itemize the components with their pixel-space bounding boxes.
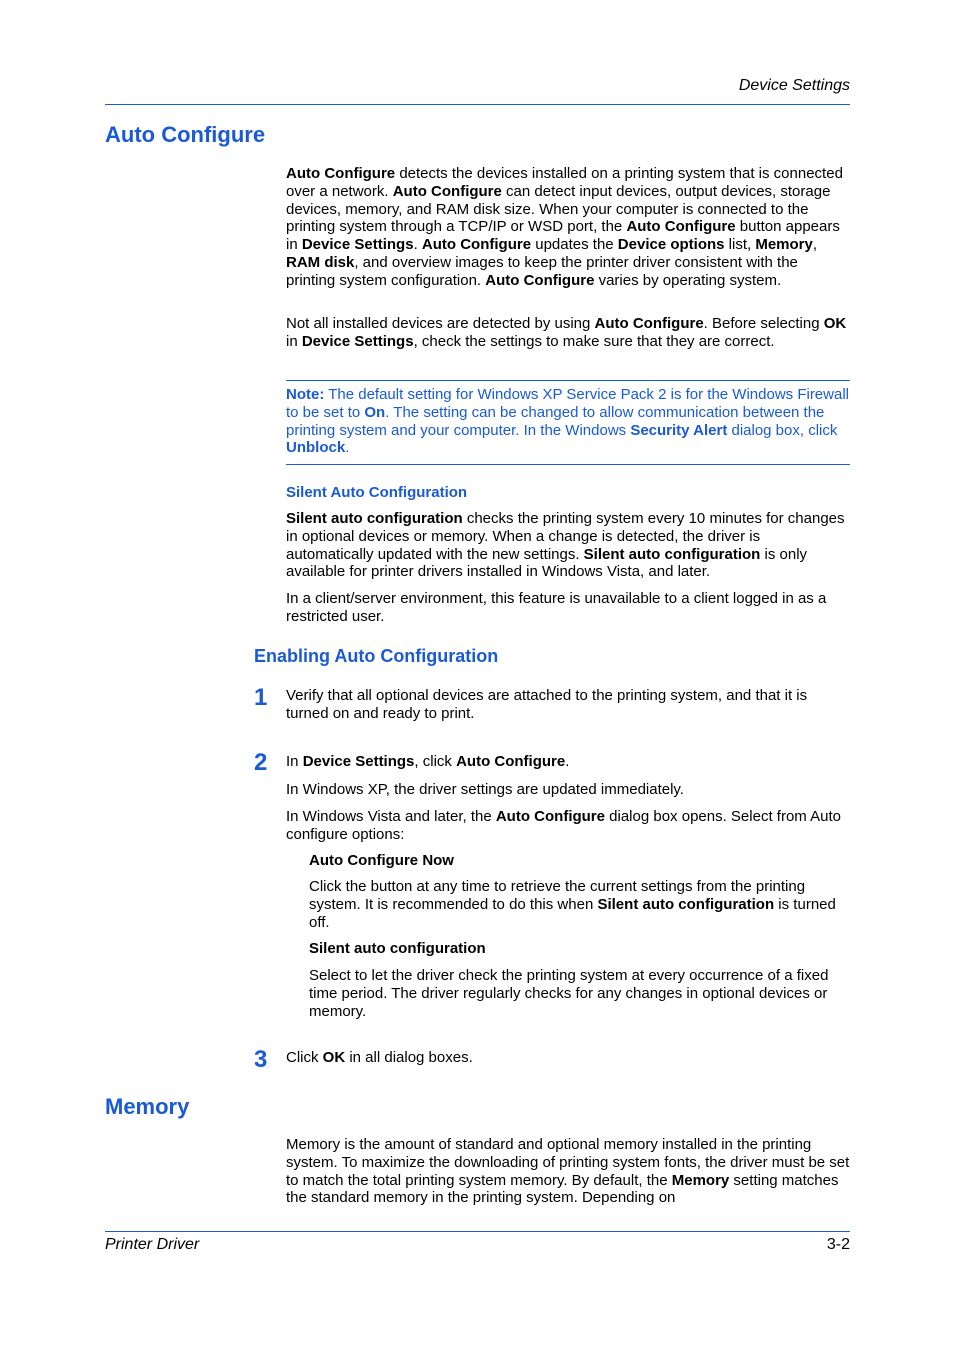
footer-rule [105, 1231, 850, 1232]
auto-configure-paragraph-2: Not all installed devices are detected by using Auto Configure. Before selecting OK in Device Settings, check the settings to make sure that they are correct. [286, 315, 847, 350]
step-number-3: 3 [254, 1046, 268, 1073]
section-heading-memory: Memory [105, 1094, 190, 1119]
option-title-silent-auto-configuration: Silent auto configuration [309, 940, 486, 957]
running-header: Device Settings [738, 77, 850, 94]
step-3-text: Click OK in all dialog boxes. [286, 1049, 473, 1066]
silent-paragraph: Silent auto configuration checks the printing system every 10 minutes for changes in optional devices or memory. When a change is detected, the driver is automatically updated with the new settings. Silent auto configuration is only available for printer drivers installed in Windows Vista, and later. [286, 510, 845, 581]
heading-enabling-auto-configuration: Enabling Auto Configuration [254, 646, 499, 666]
footer-page-number: 3-2 [826, 1236, 850, 1253]
footer-document-title: Printer Driver [105, 1236, 200, 1253]
option-text-silent-auto-configuration: Select to let the driver check the printing system at every occurrence of a fixed time period. The driver regularly checks for any changes in optional devices or memory. [309, 967, 829, 1020]
step-1-text: Verify that all optional devices are attached to the printing system, and that it is turned on and ready to print. [286, 687, 808, 722]
option-title-auto-configure-now: Auto Configure Now [309, 852, 454, 869]
step-2-vista-text: In Windows Vista and later, the Auto Configure dialog box opens. Select from Auto configure options: [286, 808, 841, 843]
step-number-2: 2 [254, 749, 268, 776]
step-2-xp-text: In Windows XP, the driver settings are updated immediately. [286, 781, 684, 798]
subheading-silent-auto-configuration: Silent Auto Configuration [286, 484, 468, 501]
step-2-text: In Device Settings, click Auto Configure. [286, 753, 570, 770]
silent-paragraph-2: In a client/server environment, this feature is unavailable to a client logged in as a restricted user. [286, 590, 827, 625]
option-text-auto-configure-now: Click the button at any time to retrieve the current settings from the printing system. It is recommended to do this when Silent auto configuration is turned off. [309, 878, 836, 931]
header-rule [105, 104, 850, 105]
memory-paragraph: Memory is the amount of standard and optional memory installed in the printing system. To maximize the downloading of printing system fonts, the driver must be set to match the total printing system memory. By default, the Memory setting matches the standard memory in the printing system. Depending on [286, 1136, 850, 1207]
section-heading-auto-configure: Auto Configure [105, 122, 266, 147]
auto-configure-paragraph: Auto Configure detects the devices installed on a printing system that is connected over a network. Auto Configure can detect input devices, output devices, storage devices, memory, and RAM disk size. When your computer is connected to the printing system through a TCP/IP or WSD port, the Auto Configure button appears in Device Settings. Auto Configure updates the Device options list, Memory, RAM disk, and overview images to keep the printer driver consistent with the printing system configuration. Auto Configure varies by operating system. [286, 165, 843, 289]
step-number-1: 1 [254, 684, 268, 711]
note-text: Note: The default setting for Windows XP Service Pack 2 is for the Windows Firewall to be set to On. The setting can be changed to allow communication between the printing system and your computer. In the Windows Security Alert dialog box, click Unblock. [286, 386, 849, 457]
